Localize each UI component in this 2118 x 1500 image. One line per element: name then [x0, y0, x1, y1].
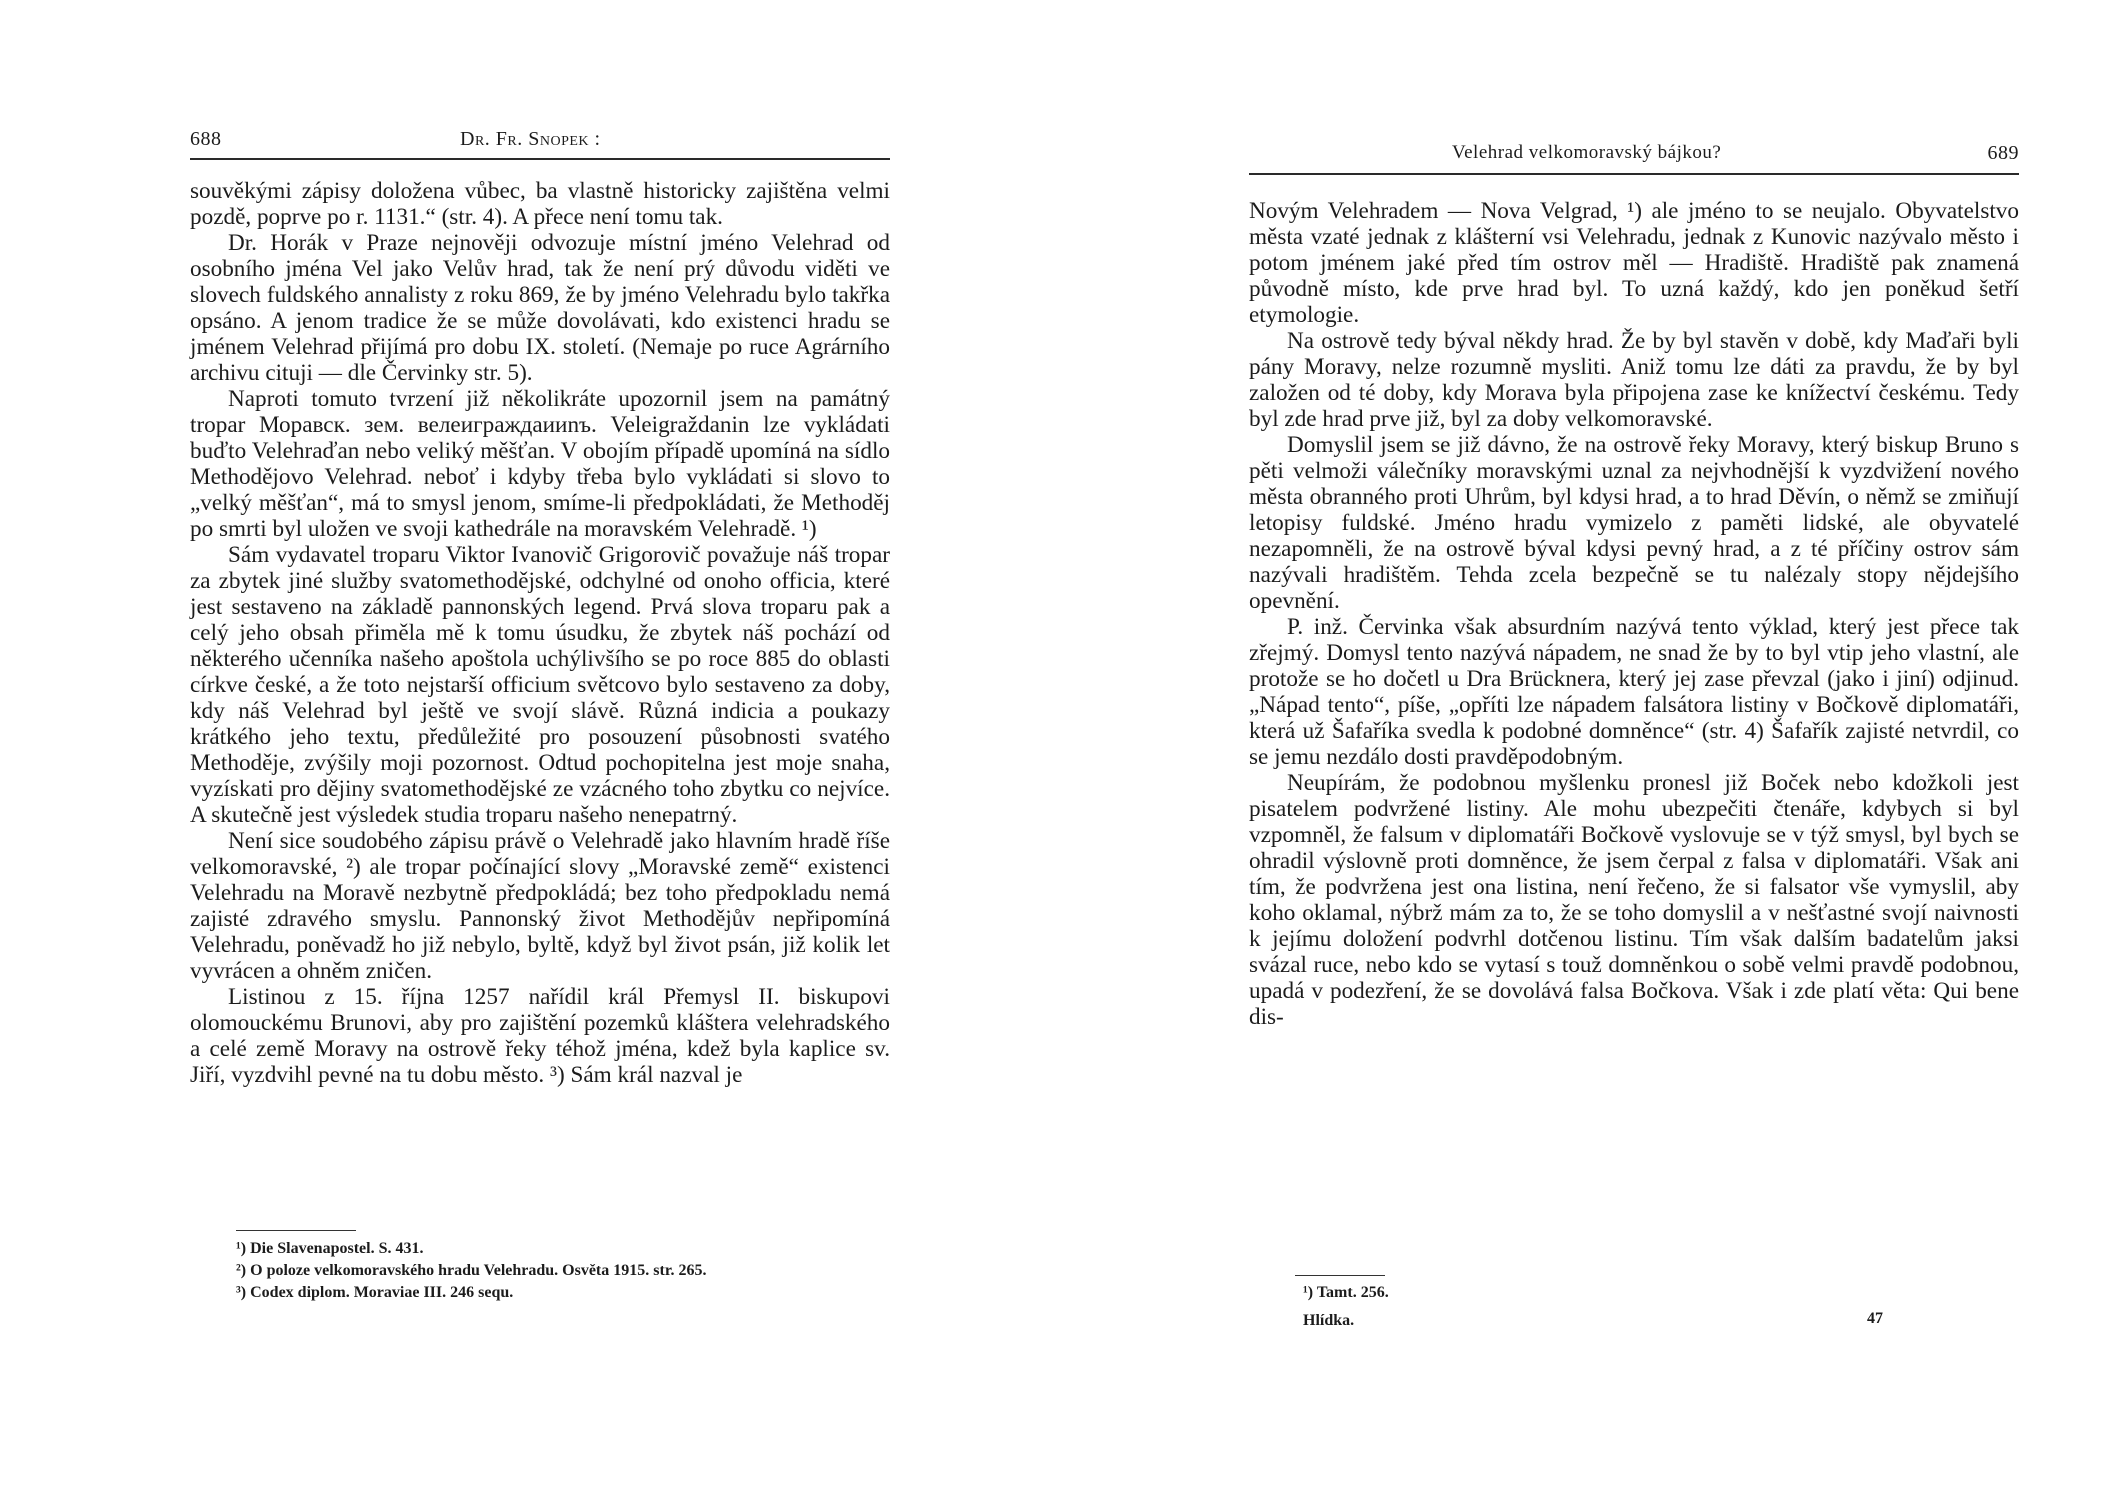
right-page-body — [1249, 198, 2019, 1030]
paragraph: Domyslil jsem se již dávno, že na ostrově řeky Moravy, který biskup Bruno s pěti velmoži válečníky moravskými uznal za nejvhodnější k vyzdvižení nového města obranného proti Uhrům, byl kdysi hrad, a to hrad Děvín, o němž se zmiňují letopisy fuldské. Jméno hradu vymizelo z paměti lidské, ale obyvatelé nezapomněli, že na ostrově býval kdysi pevný hrad, a z té příčiny ostrov sám nazývali hradištěm. Tehda zcela bezpečně se tu nalézaly stopy nějdejšího opevnění. — [1249, 432, 2019, 614]
left-page-header — [190, 128, 890, 158]
right-page-header — [1249, 128, 2019, 164]
paragraph: Na ostrově tedy býval někdy hrad. Že by byl stavěn v době, kdy Maďaři byli pány Moravy, nelze rozumně mysliti. Aniž tomu lze dáti za pravdu, že by byl založen od té doby, kdy Morava byla připojena zase ke knížectví českému. Tedy byl zde hrad prve již, byl za doby velkomoravské. — [1249, 328, 2019, 432]
left-running-head: Dr. Fr. Snopek : — [460, 128, 601, 150]
paragraph: P. inž. Červinka však absurdním nazývá tento výklad, který jest přece tak zřejmý. Domysl tento nazývá nápadem, ne snad že by to byl vtip jeho vlastní, ale protože se ho dočetl u Dra Brücknera, který jej zase převzal (jako i jiní) odjinud. „Nápad tento“, píše, „opříti lze nápadem falsátora listiny v Bočkově diplomatáři, která už Šafaříka svedla k podobné domněnce“ (str. 4) Šafařík zajisté netvrdil, co se jemu nezdálo dosti pravděpodobným. — [1249, 614, 2019, 770]
right-page — [1059, 0, 2118, 1500]
right-running-head: Velehrad velkomoravský bájkou? — [1452, 142, 1722, 163]
paragraph: Novým Velehradem — Nova Velgrad, ¹) ale jméno to se neujalo. Obyvatelstvo města vzaté jednak z klášterní vsi Velehradu, jednak z Kunovic nazývalo město i potom jménem jaké před tím ostrov měl — Hradiště. Hradiště pak znamená původně místo, kde prve hrad byl. To uzná každý, kdo jen poněkud šetří etymologie. — [1249, 198, 2019, 328]
right-page-number: 689 — [1987, 142, 2019, 164]
left-page-body — [190, 178, 890, 1088]
header-rule — [1249, 173, 2019, 175]
right-footnotes — [1303, 1282, 1903, 1304]
paragraph: Neupírám, že podobnou myšlenku pronesl již Boček nebo kdožkoli jest pisatelem podvržené listiny. Ale mohu ubezpečiti čtenáře, kdybych si byl vzpomněl, že falsum v diplomatáři Bočkově vyslovuje se v týž smysl, byl bych se ohradil výslovně proti domněnce, že jsem čerpal z falsa v diplomatáři. Však ani tím, že podvržena jest ona listina, není řečeno, že si falsator vše vymyslil, aby koho oklamal, nýbrž mám za to, že se toho domyslil a v nešťastné svojí naivnosti k jejímu doložení podvrhl dotčenou listinu. Tím však dalším badatelům jaksi svázal ruce, nebo kdo se vytasí s touž domněnkou o sobě velmi pravdě podobnou, upadá v podezření, že se dovolává falsa Bočkova. Však i zde platí věta: Qui bene dis- — [1249, 770, 2019, 1030]
footnote: ¹) Tamt. 256. — [1303, 1284, 1389, 1301]
paragraph: Sám vydavatel troparu Viktor Ivanovič Grigorovič považuje náš tropar za zbytek jiné služby svatomethodějské, odchylné od onoho officia, které jest sestaveno na základě pannonských legend. Prvá slova troparu pak a celý jeho obsah přiměla mě k tomu úsudku, že zbytek náš pochází od některého učenníka našeho apoštola uchýlivšího se po roce 885 do oblasti církve české, a že toto nejstarší officium světcovo bylo sestaveno za doby, kdy náš Velehrad byl ještě ve svojí slávě. Různá indicia a poukazy krátkého jeho textu, předůležité pro posouzení působnosti svatého Methoděje, zvýšily moji pozornost. Odtud pochopitelna jest moje snaha, vyzískati pro dějiny svatomethodějské ze vzácného toho zbytku co nejvíce. A skutečně jest výsledek studia troparu našeho nenepatrný. — [190, 542, 890, 828]
footnote: ³) Codex diplom. Moraviae III. 246 sequ. — [236, 1284, 514, 1301]
footnote: ²) O poloze velkomoravského hradu Velehradu. Osvěta 1915. str. 265. — [236, 1262, 707, 1279]
header-rule — [190, 158, 890, 160]
paragraph: souvěkými zápisy doložena vůbec, ba vlastně historicky zajištěna velmi pozdě, poprve po r. 1131.“ (str. 4). A přece není tomu tak. — [190, 178, 890, 230]
paragraph: Naproti tomuto tvrzení již několikráte upozornil jsem na památný tropar Моравск. зем. велеиграждаииnъ. Veleigraždanin lze vykládati buďto Velehraďan nebo veliký měšťan. V obojím případě upomíná na sídlo Methodějovo Velehrad. neboť i kdyby třeba bylo vykládati si slovo to „velký měšťan“, má to smysl jenom, smíme-li předpokládati, že Methoděj po smrti byl uložen ve svoji kathedrále na moravském Velehradě. ¹) — [190, 386, 890, 542]
paragraph: Listinou z 15. října 1257 nařídil král Přemysl II. biskupovi olomouckému Brunovi, aby pro zajištění pozemků kláštera velehradského a celé země Moravy na ostrově řeky téhož jména, kdež byla kaplice sv. Jiří, vyzdvihl pevné na tu dobu město. ³) Sám král nazval je — [190, 984, 890, 1088]
signature-mark: Hlídka. — [1303, 1312, 1355, 1329]
footnote-rule — [236, 1230, 356, 1231]
paragraph: Není sice soudobého zápisu právě o Velehradě jako hlavním hradě říše velkomoravské, ²) ale tropar počínající slovy „Moravské země“ existenci Velehradu na Moravě nezbytně předpokládá; bez toho předpokladu nemá zajisté zdravého smyslu. Pannonský život Methodějův nepřipomíná Velehradu, poněvadž ho již nebylo, byltě, když byl život psán, již kolik let vyvrácen a ohněm zničen. — [190, 828, 890, 984]
left-footnotes — [236, 1238, 886, 1304]
footnote: ¹) Die Slavenapostel. S. 431. — [236, 1240, 424, 1257]
paragraph: Dr. Horák v Praze nejnověji odvozuje místní jméno Velehrad od osobního jména Vel jako Velův hrad, tak že není prý důvodu viděti ve slovech fuldského annalisty z roku 869, že by jméno Velehradu bylo takřka opsáno. A jenom tradice že se může dovolávati, kdo existenci hradu se jménem Velehrad přijímá pro dobu IX. století. (Nemaje po ruce Agrárního archivu cituji — dle Červinky str. 5). — [190, 230, 890, 386]
footnote-rule — [1295, 1275, 1385, 1276]
sheet-number: 47 — [1867, 1310, 1883, 1327]
left-page-number: 688 — [190, 128, 222, 150]
